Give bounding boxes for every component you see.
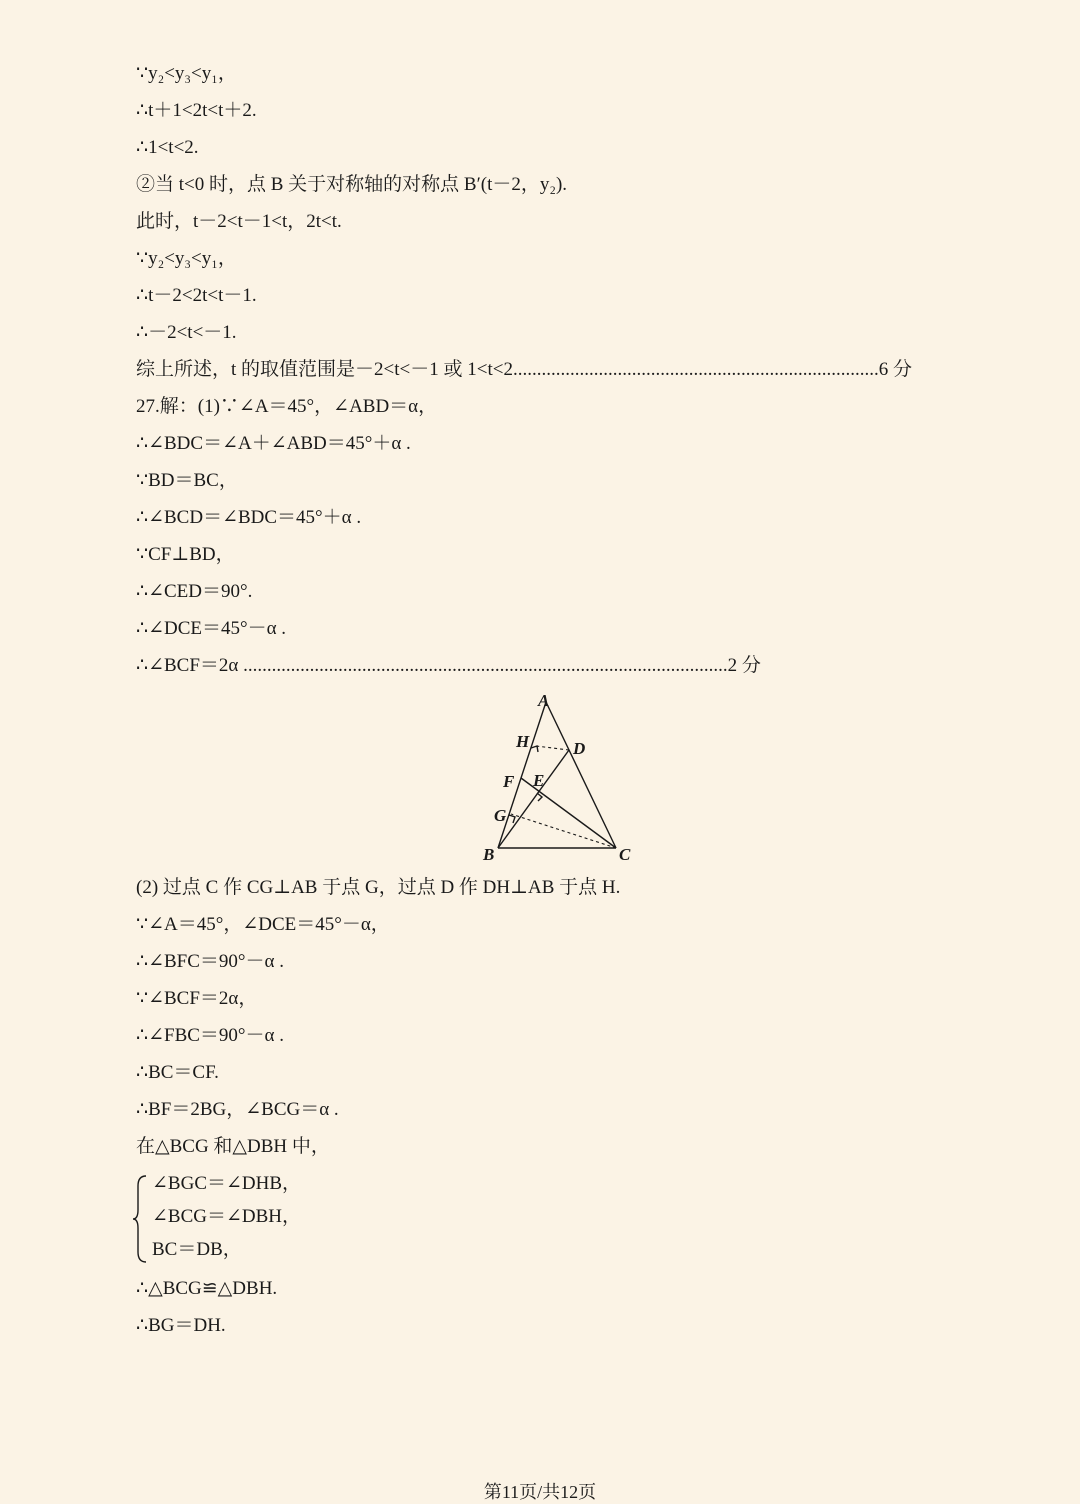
text-line: ∴BG＝DH. xyxy=(136,1315,226,1336)
dashed-dh xyxy=(536,746,569,750)
text-line: ∴1<t<2. xyxy=(136,137,199,158)
system-line: ∠BGC＝∠DHB， xyxy=(152,1173,302,1194)
dashed-cg xyxy=(511,814,616,848)
text-line: ∵∠BCF＝2α， xyxy=(136,988,258,1009)
side-ac xyxy=(546,702,616,848)
text-line: ∵∠A＝45°，∠DCE＝45°－α， xyxy=(136,914,390,935)
label-f: F xyxy=(503,772,515,791)
text-line: ∴BF＝2BG，∠BCG＝α . xyxy=(136,1099,339,1120)
text-line: (2) 过点 C 作 CG⊥AB 于点 G，过点 D 作 DH⊥AB 于点 H. xyxy=(136,877,621,898)
text-line: ∴∠FBC＝90°－α . xyxy=(136,1025,284,1046)
right-angle-h xyxy=(531,746,538,752)
label-c: C xyxy=(619,845,631,864)
label-b: B xyxy=(483,845,495,864)
text-line: ∴∠DCE＝45°－α . xyxy=(136,618,287,639)
label-h: H xyxy=(516,732,530,751)
text-line: ∴△BCG≌△DBH. xyxy=(136,1278,278,1299)
text-line: 在△BCG 和△DBH 中， xyxy=(136,1136,330,1157)
text-line: ②当 t<0 时，点 B 关于对称轴的对称点 B′(t－2，y₂). xyxy=(136,174,568,195)
label-a: A xyxy=(538,691,550,710)
label-g: G xyxy=(494,806,507,825)
text-line: ∴∠BCF＝2α ......................................................................................................2 分 xyxy=(136,655,761,676)
text-line: ∴－2<t<－1. xyxy=(136,322,237,343)
text-line: ∴∠CED＝90°. xyxy=(136,581,253,602)
text-line: 27.解：(1)∵∠A＝45°，∠ABD＝α， xyxy=(136,396,438,417)
segment-bd xyxy=(498,750,569,848)
text-line: ∵CF⊥BD， xyxy=(136,544,235,565)
system-brace xyxy=(132,1174,148,1264)
geometry-figure xyxy=(480,690,640,865)
system-line: ∠BCG＝∠DBH， xyxy=(152,1206,302,1227)
text-line: ∴∠BFC＝90°－α . xyxy=(136,951,284,972)
text-line: 此时，t－2<t－1<t，2t<t. xyxy=(136,211,342,232)
text-line: ∴BC＝CF. xyxy=(136,1062,219,1083)
text-line: 综上所述，t 的取值范围是－2<t<－1 或 1<t<2.............................................................................6 分 xyxy=(136,359,912,380)
text-line: ∴∠BCD＝∠BDC＝45°＋α . xyxy=(136,507,362,528)
text-line: ∴t－2<2t<t－1. xyxy=(136,285,257,306)
system-line: BC＝DB， xyxy=(152,1239,242,1260)
label-d: D xyxy=(573,739,586,758)
text-line: ∴t＋1<2t<t＋2. xyxy=(136,100,257,121)
text-line: ∵y₂<y₃<y₁， xyxy=(136,248,237,269)
text-line: ∵y₂<y₃<y₁， xyxy=(136,63,237,84)
text-line: ∴∠BDC＝∠A＋∠ABD＝45°＋α . xyxy=(136,433,411,454)
text-line: ∵BD＝BC， xyxy=(136,470,238,491)
right-angle-e xyxy=(537,793,542,801)
page-footer: 第11页/共12页 xyxy=(483,1482,597,1502)
label-e: E xyxy=(533,771,545,790)
right-angle-g xyxy=(509,815,515,823)
